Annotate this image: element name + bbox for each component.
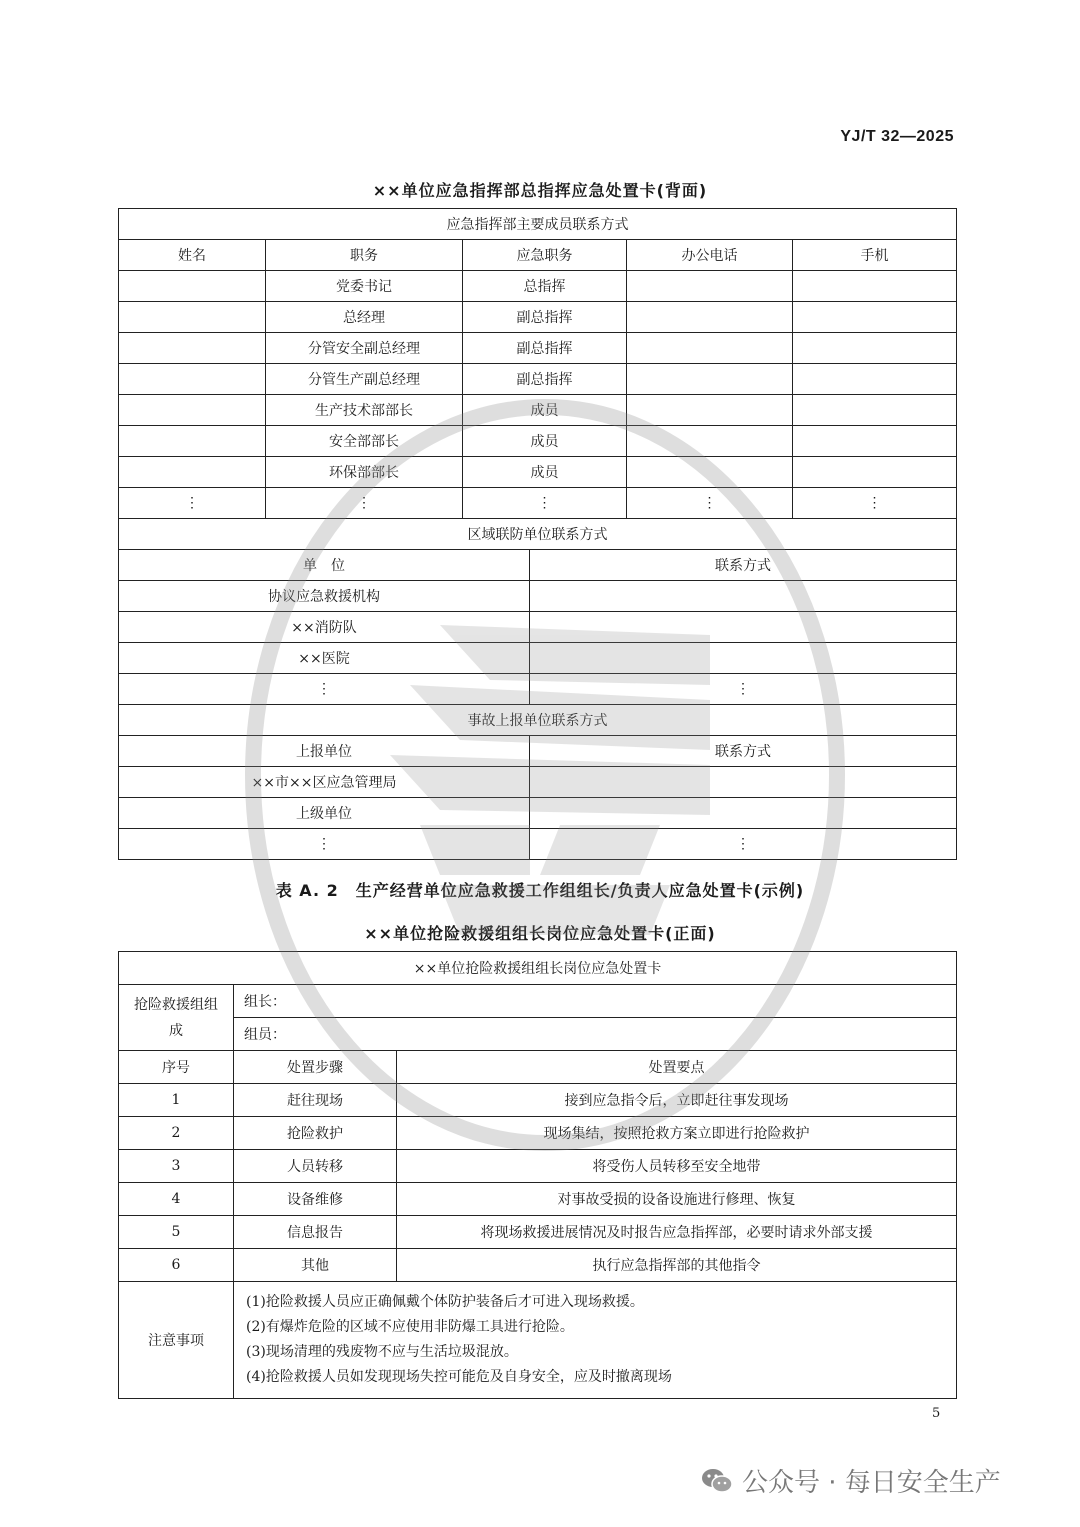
- step-point: 现场集结，按照抢救方案立即进行抢险救护: [397, 1117, 957, 1150]
- ellipsis-mark: ⋮: [119, 488, 266, 519]
- group-leader-field: 组长：: [234, 985, 957, 1018]
- ellipsis-mark: ⋮: [119, 829, 530, 860]
- section-regional-header: 区域联防单位联系方式: [119, 519, 957, 550]
- member-mobile: [793, 333, 957, 364]
- member-office-phone: [627, 302, 793, 333]
- member-mobile: [793, 271, 957, 302]
- note-item: (2)有爆炸危险的区域不应使用非防爆工具进行抢险。: [246, 1319, 574, 1335]
- notes-label: 注意事项: [119, 1282, 234, 1399]
- step-name: 其他: [234, 1249, 397, 1282]
- footer-text: 公众号 · 每日安全生产: [742, 1468, 1001, 1498]
- regional-contact: [530, 581, 957, 612]
- page-number: 5: [932, 1406, 941, 1421]
- table-row: [119, 457, 957, 488]
- step-name: 赶往现场: [234, 1084, 397, 1117]
- steps-header-row: [119, 1051, 957, 1084]
- step-name: 信息报告: [234, 1216, 397, 1249]
- notes-list: [234, 1282, 957, 1399]
- table-row: [119, 395, 957, 426]
- step-point: 对事故受损的设备设施进行修理、恢复: [397, 1183, 957, 1216]
- report-contact: [530, 767, 957, 798]
- table-row: [119, 1117, 957, 1150]
- member-position: 生产技术部部长: [266, 395, 463, 426]
- ellipsis-row: [119, 829, 957, 860]
- table-row: [119, 581, 957, 612]
- member-name: [119, 457, 266, 488]
- regional-unit: ××医院: [119, 643, 530, 674]
- col-header-unit: 单 位: [119, 550, 530, 581]
- table-row: [119, 798, 957, 829]
- ellipsis-row: [119, 674, 957, 705]
- ellipsis-row: [119, 488, 957, 519]
- member-role: 总指挥: [463, 271, 627, 302]
- step-no: 3: [119, 1150, 234, 1183]
- card-inner-title: ××单位抢险救援组组长岗位应急处置卡: [119, 952, 957, 985]
- col-header-mobile: 手机: [793, 240, 957, 271]
- col-header-no: 序号: [119, 1051, 234, 1084]
- member-name: [119, 333, 266, 364]
- member-name: [119, 302, 266, 333]
- regional-header-row: [119, 550, 957, 581]
- member-name: [119, 271, 266, 302]
- table-row: [119, 1084, 957, 1117]
- member-position: 环保部部长: [266, 457, 463, 488]
- ellipsis-mark: ⋮: [627, 488, 793, 519]
- command-contact-table: [118, 208, 957, 860]
- member-office-phone: [627, 271, 793, 302]
- group-member-field: 组员：: [234, 1018, 957, 1051]
- member-mobile: [793, 302, 957, 333]
- table-row: [119, 643, 957, 674]
- table-caption: 表 A. 2 生产经营单位应急救援工作组组长/负责人应急处置卡(示例): [275, 881, 805, 900]
- section-report-header: 事故上报单位联系方式: [119, 705, 957, 736]
- report-unit: ××市××区应急管理局: [119, 767, 530, 798]
- member-name: [119, 364, 266, 395]
- step-no: 6: [119, 1249, 234, 1282]
- member-position: 分管安全副总经理: [266, 333, 463, 364]
- step-no: 4: [119, 1183, 234, 1216]
- footer-watermark: [700, 1462, 1001, 1499]
- step-no: 2: [119, 1117, 234, 1150]
- table-row: [119, 302, 957, 333]
- member-office-phone: [627, 333, 793, 364]
- group-composition-label: 抢险救援组组成: [119, 985, 234, 1051]
- ellipsis-mark: ⋮: [530, 674, 957, 705]
- member-role: 成员: [463, 426, 627, 457]
- table-row: [119, 271, 957, 302]
- ellipsis-mark: ⋮: [119, 674, 530, 705]
- member-office-phone: [627, 364, 793, 395]
- table-row: [119, 426, 957, 457]
- member-mobile: [793, 426, 957, 457]
- step-no: 5: [119, 1216, 234, 1249]
- table-row: [119, 612, 957, 643]
- regional-contact: [530, 643, 957, 674]
- member-role: 成员: [463, 457, 627, 488]
- member-role: 副总指挥: [463, 364, 627, 395]
- step-name: 设备维修: [234, 1183, 397, 1216]
- note-item: (3)现场清理的残废物不应与生活垃圾混放。: [246, 1344, 518, 1360]
- ellipsis-mark: ⋮: [266, 488, 463, 519]
- step-point: 接到应急指令后，立即赶往事发现场: [397, 1084, 957, 1117]
- member-position: 党委书记: [266, 271, 463, 302]
- table-row: [119, 333, 957, 364]
- member-name: [119, 395, 266, 426]
- regional-unit: 协议应急救援机构: [119, 581, 530, 612]
- table-row: [119, 1216, 957, 1249]
- member-mobile: [793, 395, 957, 426]
- col-header-office-phone: 办公电话: [627, 240, 793, 271]
- regional-unit: ××消防队: [119, 612, 530, 643]
- table-row: [119, 1183, 957, 1216]
- col-header-report-unit: 上报单位: [119, 736, 530, 767]
- member-header-row: [119, 240, 957, 271]
- member-office-phone: [627, 426, 793, 457]
- standard-code: YJ/T 32—2025: [840, 128, 954, 145]
- member-mobile: [793, 364, 957, 395]
- table-row: [119, 1249, 957, 1282]
- member-role: 副总指挥: [463, 333, 627, 364]
- step-no: 1: [119, 1084, 234, 1117]
- col-header-report-contact: 联系方式: [530, 736, 957, 767]
- note-item: (4)抢险救援人员如发现现场失控可能危及自身安全，应及时撤离现场: [246, 1369, 672, 1385]
- member-role: 成员: [463, 395, 627, 426]
- regional-contact: [530, 612, 957, 643]
- col-header-step: 处置步骤: [234, 1051, 397, 1084]
- member-position: 分管生产副总经理: [266, 364, 463, 395]
- card-back-title: ××单位应急指挥部总指挥应急处置卡(背面): [372, 181, 708, 200]
- table-row: [119, 767, 957, 798]
- wechat-icon: [700, 1464, 734, 1498]
- col-header-point: 处置要点: [397, 1051, 957, 1084]
- report-header-row: [119, 736, 957, 767]
- note-item: (1)抢险救援人员应正确佩戴个体防护装备后才可进入现场救援。: [246, 1294, 644, 1310]
- card-front-title: ××单位抢险救援组组长岗位应急处置卡(正面): [364, 924, 716, 943]
- col-header-contact: 联系方式: [530, 550, 957, 581]
- col-header-name: 姓名: [119, 240, 266, 271]
- col-header-position: 职务: [266, 240, 463, 271]
- member-office-phone: [627, 457, 793, 488]
- member-mobile: [793, 457, 957, 488]
- member-name: [119, 426, 266, 457]
- ellipsis-mark: ⋮: [530, 829, 957, 860]
- member-role: 副总指挥: [463, 302, 627, 333]
- ellipsis-mark: ⋮: [793, 488, 957, 519]
- ellipsis-mark: ⋮: [463, 488, 627, 519]
- group-member-row: [119, 1018, 957, 1051]
- member-position: 安全部部长: [266, 426, 463, 457]
- col-header-role: 应急职务: [463, 240, 627, 271]
- table-row: [119, 1150, 957, 1183]
- report-unit: 上级单位: [119, 798, 530, 829]
- table-row: [119, 364, 957, 395]
- step-point: 执行应急指挥部的其他指令: [397, 1249, 957, 1282]
- step-name: 人员转移: [234, 1150, 397, 1183]
- section-members-header: 应急指挥部主要成员联系方式: [119, 209, 957, 240]
- member-position: 总经理: [266, 302, 463, 333]
- notes-row: [119, 1282, 957, 1399]
- report-contact: [530, 798, 957, 829]
- rescue-card-table: [118, 951, 957, 1399]
- step-name: 抢险救护: [234, 1117, 397, 1150]
- group-leader-row: [119, 985, 957, 1018]
- step-point: 将受伤人员转移至安全地带: [397, 1150, 957, 1183]
- step-point: 将现场救援进展情况及时报告应急指挥部，必要时请求外部支援: [397, 1216, 957, 1249]
- member-office-phone: [627, 395, 793, 426]
